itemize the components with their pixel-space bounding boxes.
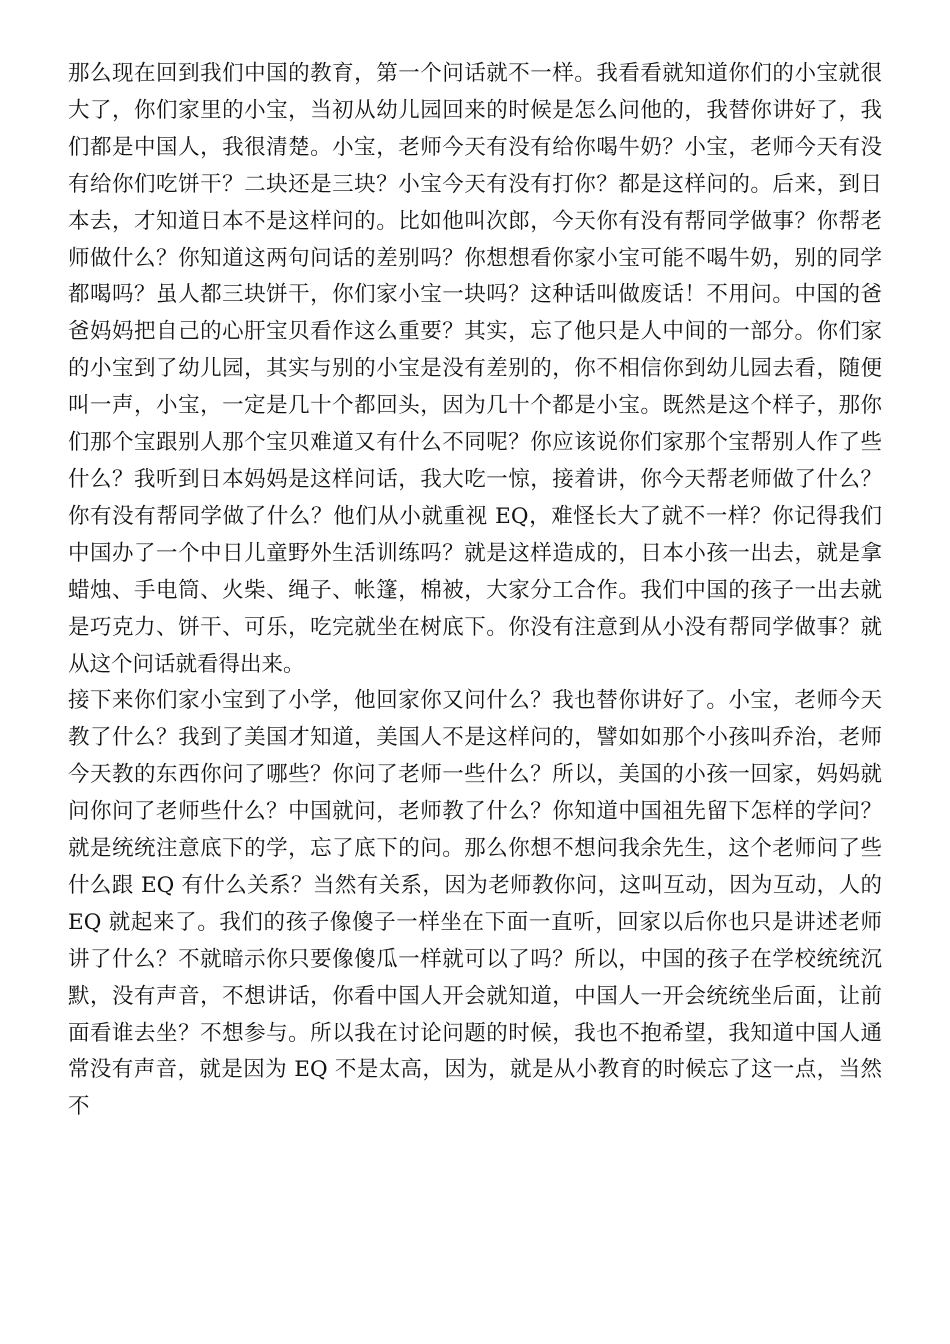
document-body: [68, 56, 882, 1126]
paragraph: 那么现在回到我们中国的教育，第一个问话就不一样。我看看就知道你们的小宝就很大了，你们家里的小宝，当初从幼儿园回来的时候是怎么问他的，我替你讲好了，我们都是中国人，我很清楚。小宝，老师今天有没有给你喝牛奶？小宝，老师今天有没有给你们吃饼干？二块还是三块？小宝今天有没有打你？都是这样问的。后来，到日本去，才知道日本不是这样问的。比如他叫次郎，今天你有没有帮同学做事？你帮老师做什么？你知道这两句问话的差别吗？你想想看你家小宝可能不喝牛奶，别的同学都喝吗？虽人都三块饼干，你们家小宝一块吗？这种话叫做废话！不用问。中国的爸爸妈妈把自己的心肝宝贝看作这么重要？其实，忘了他只是人中间的一部分。你们家的小宝到了幼儿园，其实与别的小宝是没有差别的，你不相信你到幼儿园去看，随便叫一声，小宝，一定是几十个都回头，因为几十个都是小宝。既然是这个样子，那你们那个宝跟别人那个宝贝难道又有什么不同呢？你应该说你们家那个宝帮别人作了些什么？我听到日本妈妈是这样问话，我大吃一惊，接着讲，你今天帮老师做了什么？你有没有帮同学做了什么？他们从小就重视 EQ，难怪长大了就不一样？你记得我们中国办了一个中日儿童野外生活训练吗？就是这样造成的，日本小孩一出去，就是拿蜡烛、手电筒、火柴、绳子、帐篷，棉被，大家分工合作。我们中国的孩子一出去就是巧克力、饼干、可乐，吃完就坐在树底下。你没有注意到从小没有帮同学做事？就从这个问话就看得出来。: [68, 61, 882, 677]
paragraph: 接下来你们家小宝到了小学，他回家你又问什么？我也替你讲好了。小宝，老师今天教了什么？我到了美国才知道，美国人不是这样问的，譬如如那个小孩叫乔治，老师今天教的东西你问了哪些？你问了老师一些什么？所以，美国的小孩一回家，妈妈就问你问了老师些什么？中国就问，老师教了什么？你知道中国祖先留下怎样的学问？就是统统注意底下的学，忘了底下的问。那么你想不想问我余先生，这个老师问了些什么跟 EQ 有什么关系？当然有关系，因为老师教你问，这叫互动，因为互动，人的 EQ 就起来了。我们的孩子像傻子一样坐在下面一直听，回家以后你也只是讲述老师讲了什么？不就暗示你只要像傻瓜一样就可以了吗？所以，中国的孩子在学校统统沉默，没有声音，不想讲话，你看中国人开会就知道，中国人一开会统统坐后面，让前面看谁去坐？不想参与。所以我在讨论问题的时候，我也不抱希望，我知道中国人通常没有声音，就是因为 EQ 不是太高，因为，就是从小教育的时候忘了这一点，当然不: [68, 688, 882, 1120]
